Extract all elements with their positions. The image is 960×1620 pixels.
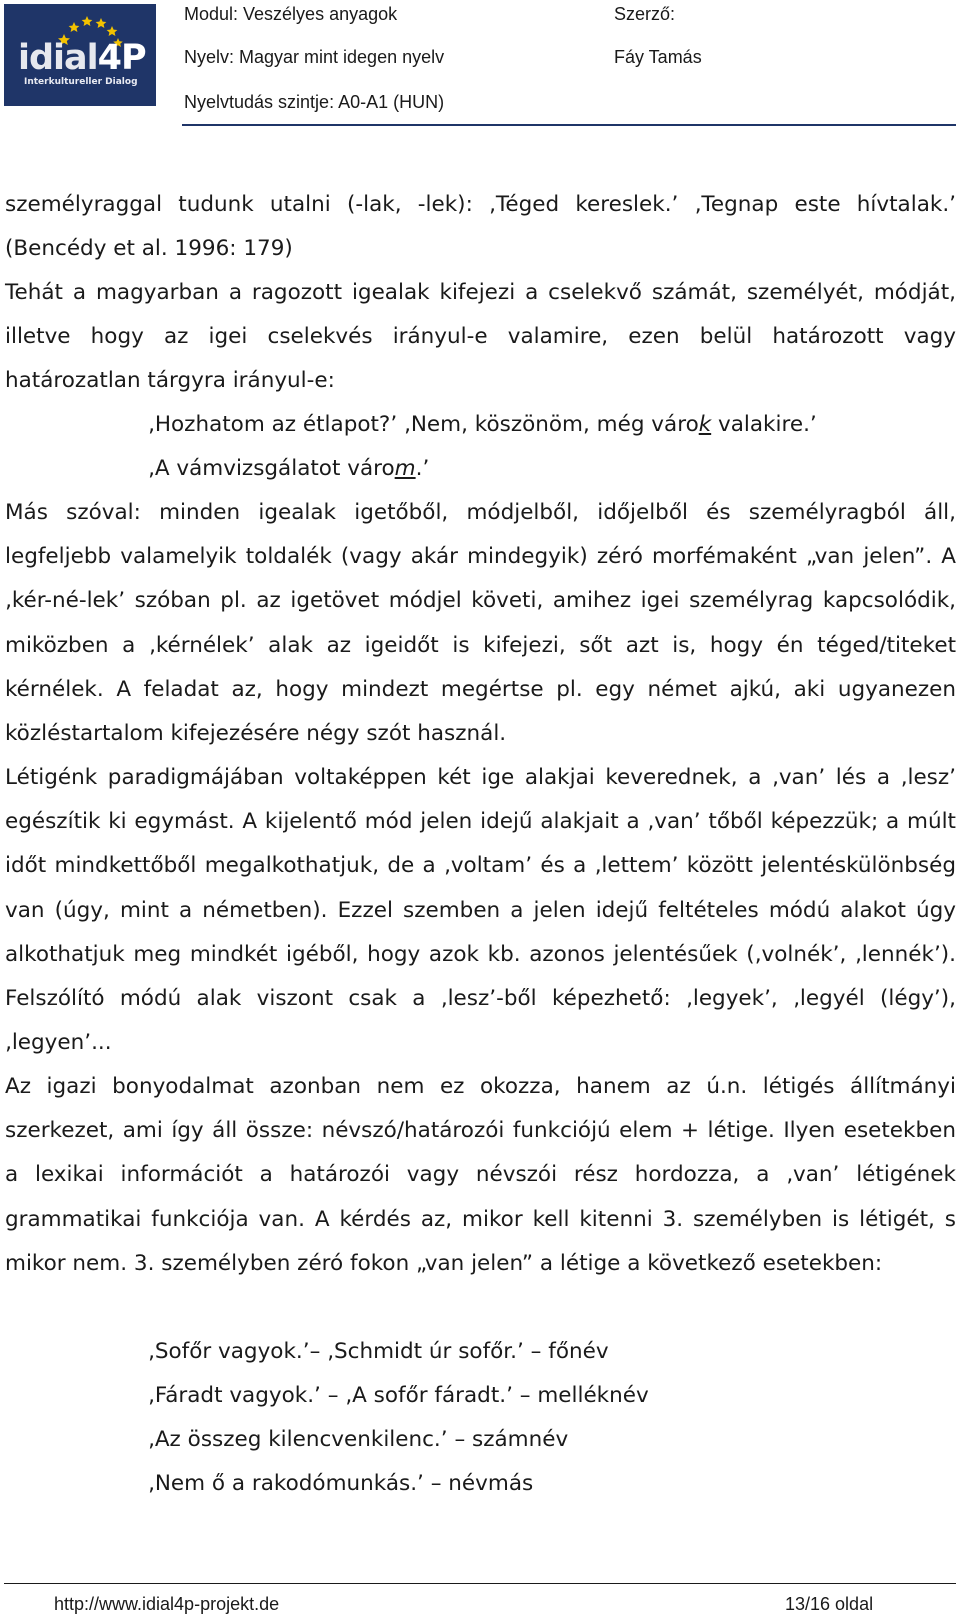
paragraph-4: Létigénk paradigmájában voltaképpen két ige alakjai keverednek, a ‚van’ lés a ‚lesz’ egészítik ki egymást. A kijelentő mód jelen idejű alakjait a ‚van’ tőből képezzük; a múlt időt mindkettőből megalkothatjuk, de a ‚voltam’ és a ‚lettem’ között jelentéskülönbség van (úgy, mint a németben). Ezzel szemben a jelen idejű feltételes módú alakot úgy alkothatjuk meg mindkét igéből, hogy azok kb. azonos jelentésűek (‚volnék’, ‚lennék’). Felszólító módú alak viszont csak a ‚lesz’-ből képezhető: ‚legyek’, ‚legyél (légy’), ‚legyen’...	[5, 765, 956, 1056]
example-noun: ‚Sofőr vagyok.’– ‚Schmidt úr sofőr.’ – főnév	[148, 1339, 609, 1364]
footer-url-link[interactable]: http://www.idial4p-projekt.de	[54, 1594, 280, 1614]
paragraph-1-line-2: (Bencédy et al. 1996: 179)	[5, 236, 293, 261]
header-author-label: Szerző:	[614, 4, 676, 24]
footer-divider	[4, 1583, 956, 1584]
paragraph-3: Más szóval: minden igealak igetőből, módjelből, időjelből és személyragból áll, legfeljebb valamelyik toldalék (vagy akár mindegyik) zéró morfémaként „van jelen”. A ‚kér-né-lek’ szóban pl. az igetövet módjel követi, amihez igei személyrag kapcsolódik, miközben a ‚kérnélek’ alak az igeidőt is kifejezi, sőt azt is, hogy én téged/titeket kérnélek. A feladat az, hogy mindezt megértse pl. egy német ajkú, aki ugyanezen közléstartalom kifejezésére négy szót használ.	[5, 500, 956, 747]
footer-page-number: 13/16 oldal	[785, 1594, 874, 1614]
example-adjective: ‚Fáradt vagyok.’ – ‚A sofőr fáradt.’ – melléknév	[148, 1383, 649, 1408]
logo-wordmark: idial4P	[18, 38, 146, 78]
header-author-name: Fáy Tamás	[614, 47, 702, 67]
idial4p-logo	[4, 4, 156, 106]
example-numeral: ‚Az összeg kilencvenkilenc.’ – számnév	[148, 1427, 569, 1452]
example-pronoun: ‚Nem ő a rakodómunkás.’ – névmás	[148, 1471, 534, 1496]
header-module: Modul: Veszélyes anyagok	[184, 4, 398, 24]
paragraph-1-line-1: személyraggal tudunk utalni (-lak, -lek): ‚Téged kereslek.’ ‚Tegnap este hívtalak.’	[5, 192, 956, 217]
logo-subtitle: Interkultureller Dialog	[24, 77, 138, 87]
header-language: Nyelv: Magyar mint idegen nyelv	[184, 47, 445, 67]
example-line-1: ‚Hozhatom az étlapot?’ ‚Nem, köszönöm, még várok valakire.’	[148, 412, 817, 437]
header-level: Nyelvtudás szintje: A0-A1 (HUN)	[184, 92, 445, 112]
paragraph-5: Az igazi bonyodalmat azonban nem ez okozza, hanem az ú.n. létigés állítmányi szerkezet, ami így áll össze: névszó/határozói funkciójú elem + létige. Ilyen esetekben a lexikai információt a határozói vagy névszói rész hordozza, a ‚van’ létigének grammatikai funkciója van. A kérdés az, mikor kell kitenni 3. személyben is létigét, s mikor nem. 3. személyben zéró fokon „van jelen” a létige a következő esetekben:	[5, 1074, 956, 1276]
paragraph-2: Tehát a magyarban a ragozott igealak kifejezi a cselekvő számát, személyét, módját, illetve hogy az igei cselekvés irányul-e valamire, ezen belül határozott vagy határozatlan tárgyra irányul-e:	[5, 280, 956, 394]
header-divider	[182, 124, 956, 126]
example-line-2: ‚A vámvizsgálatot várom.’	[148, 456, 430, 481]
